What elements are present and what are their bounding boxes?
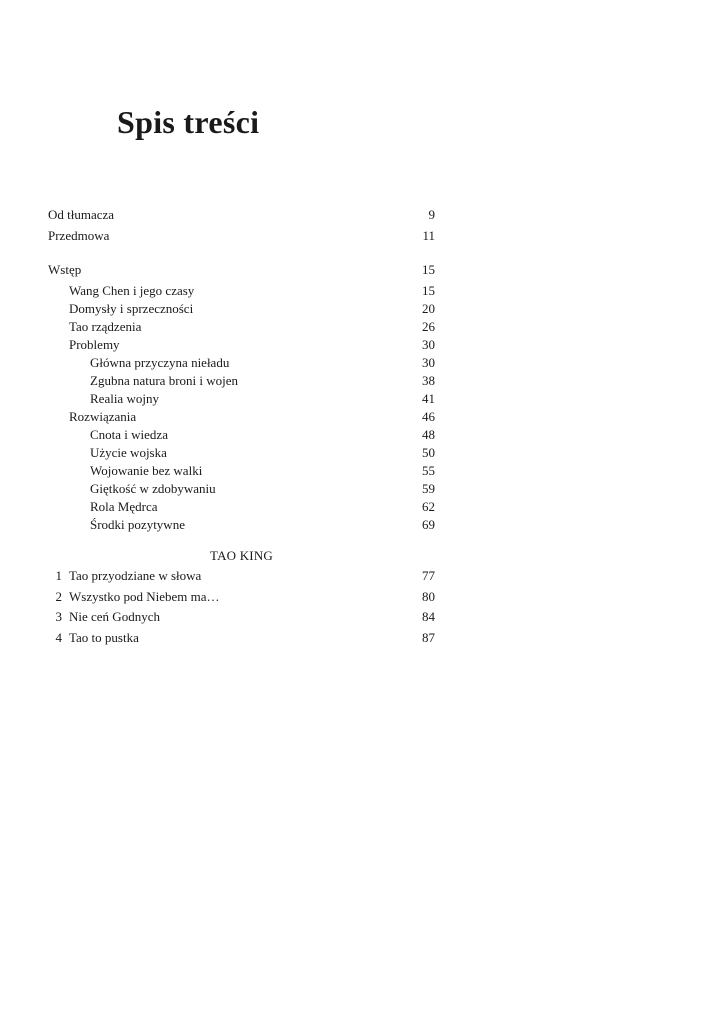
- toc-entry-page: 41: [422, 391, 435, 406]
- toc-entry: [48, 480, 435, 498]
- chapter-entry: [48, 628, 435, 649]
- toc-entry-label: Rozwiązania: [69, 409, 137, 424]
- chapter-number: 2: [55, 588, 62, 604]
- toc-entry-label: Wang Chen i jego czasy: [69, 283, 195, 298]
- toc-entry: [48, 390, 435, 408]
- page-title: Spis treści: [117, 104, 260, 140]
- chapter-number: 1: [55, 568, 62, 583]
- toc-entry-label: Domysły i sprzeczności: [69, 301, 194, 316]
- toc-entry: [48, 300, 435, 318]
- toc-entry-label: Środki pozytywne: [90, 517, 185, 532]
- toc-entry: [48, 336, 435, 354]
- toc-entry-label: Problemy: [69, 337, 120, 352]
- toc-entry-label: Cnota i wiedza: [90, 427, 168, 442]
- toc-entry-label: Główna przyczyna nieładu: [90, 355, 230, 370]
- toc-entry-label: Rola Mędrca: [90, 499, 158, 514]
- toc-entry-page: 9: [428, 207, 435, 222]
- chapter-title: Tao przyodziane w słowa: [69, 568, 202, 583]
- toc-entry: [48, 444, 435, 462]
- chapter-title: Tao to pustka: [69, 629, 139, 645]
- toc-entry-label: Przedmowa: [48, 228, 110, 243]
- chapter-page: 80: [422, 588, 435, 604]
- toc-entry: [48, 408, 435, 426]
- toc-entry-page: 15: [422, 283, 435, 298]
- toc-entry-label: Użycie wojska: [90, 445, 167, 460]
- toc-entry-page: 69: [422, 517, 435, 532]
- toc-entry-page: 15: [422, 262, 435, 277]
- toc-entry: [48, 227, 435, 245]
- chapter-title: Nie ceń Godnych: [69, 609, 160, 624]
- toc-entry-page: 26: [422, 319, 435, 334]
- toc-entry-page: 59: [422, 481, 435, 496]
- toc-entry-page: 38: [422, 373, 435, 388]
- toc-entry-page: 30: [422, 337, 435, 352]
- chapter-entry: [48, 607, 435, 628]
- toc-entry: [48, 318, 435, 336]
- toc-entry: [48, 282, 435, 300]
- chapter-number: 3: [55, 609, 62, 624]
- toc-entry-page: 30: [422, 355, 435, 370]
- chapter-number: 4: [55, 629, 62, 645]
- toc-entry-label: Wojowanie bez walki: [90, 463, 203, 478]
- toc-entry-label: Tao rządzenia: [69, 319, 142, 334]
- chapter-entry: [48, 566, 435, 587]
- toc-entry-page: 46: [422, 409, 435, 424]
- toc-entry-page: 62: [422, 499, 435, 514]
- toc-entry: [48, 372, 435, 390]
- toc-entry: [48, 206, 435, 224]
- toc-entry: [48, 516, 435, 534]
- toc-entry: [48, 426, 435, 444]
- table-of-contents: [48, 206, 435, 648]
- toc-entry-page: 48: [422, 427, 435, 442]
- chapter-page: 87: [422, 629, 435, 645]
- toc-entry: [48, 354, 435, 372]
- toc-entry-label: Zgubna natura broni i wojen: [90, 373, 239, 388]
- toc-entry: [48, 261, 435, 279]
- toc-entry: [48, 498, 435, 516]
- toc-entry-page: 50: [422, 445, 435, 460]
- toc-entry: [48, 462, 435, 480]
- toc-entry-label: Od tłumacza: [48, 207, 115, 222]
- toc-entry-label: Realia wojny: [90, 391, 159, 406]
- toc-entry-page: 20: [422, 301, 435, 316]
- chapter-page: 84: [422, 609, 435, 624]
- toc-entry-label: Wstęp: [48, 262, 82, 277]
- section-heading: TAO KING: [209, 548, 274, 563]
- toc-entry-label: Giętkość w zdobywaniu: [90, 481, 216, 496]
- chapter-title: Wszystko pod Niebem ma…: [69, 588, 220, 604]
- toc-entry-page: 55: [422, 463, 435, 478]
- chapter-entry: [48, 587, 435, 608]
- chapter-page: 77: [422, 568, 435, 583]
- toc-entry-page: 11: [422, 228, 435, 243]
